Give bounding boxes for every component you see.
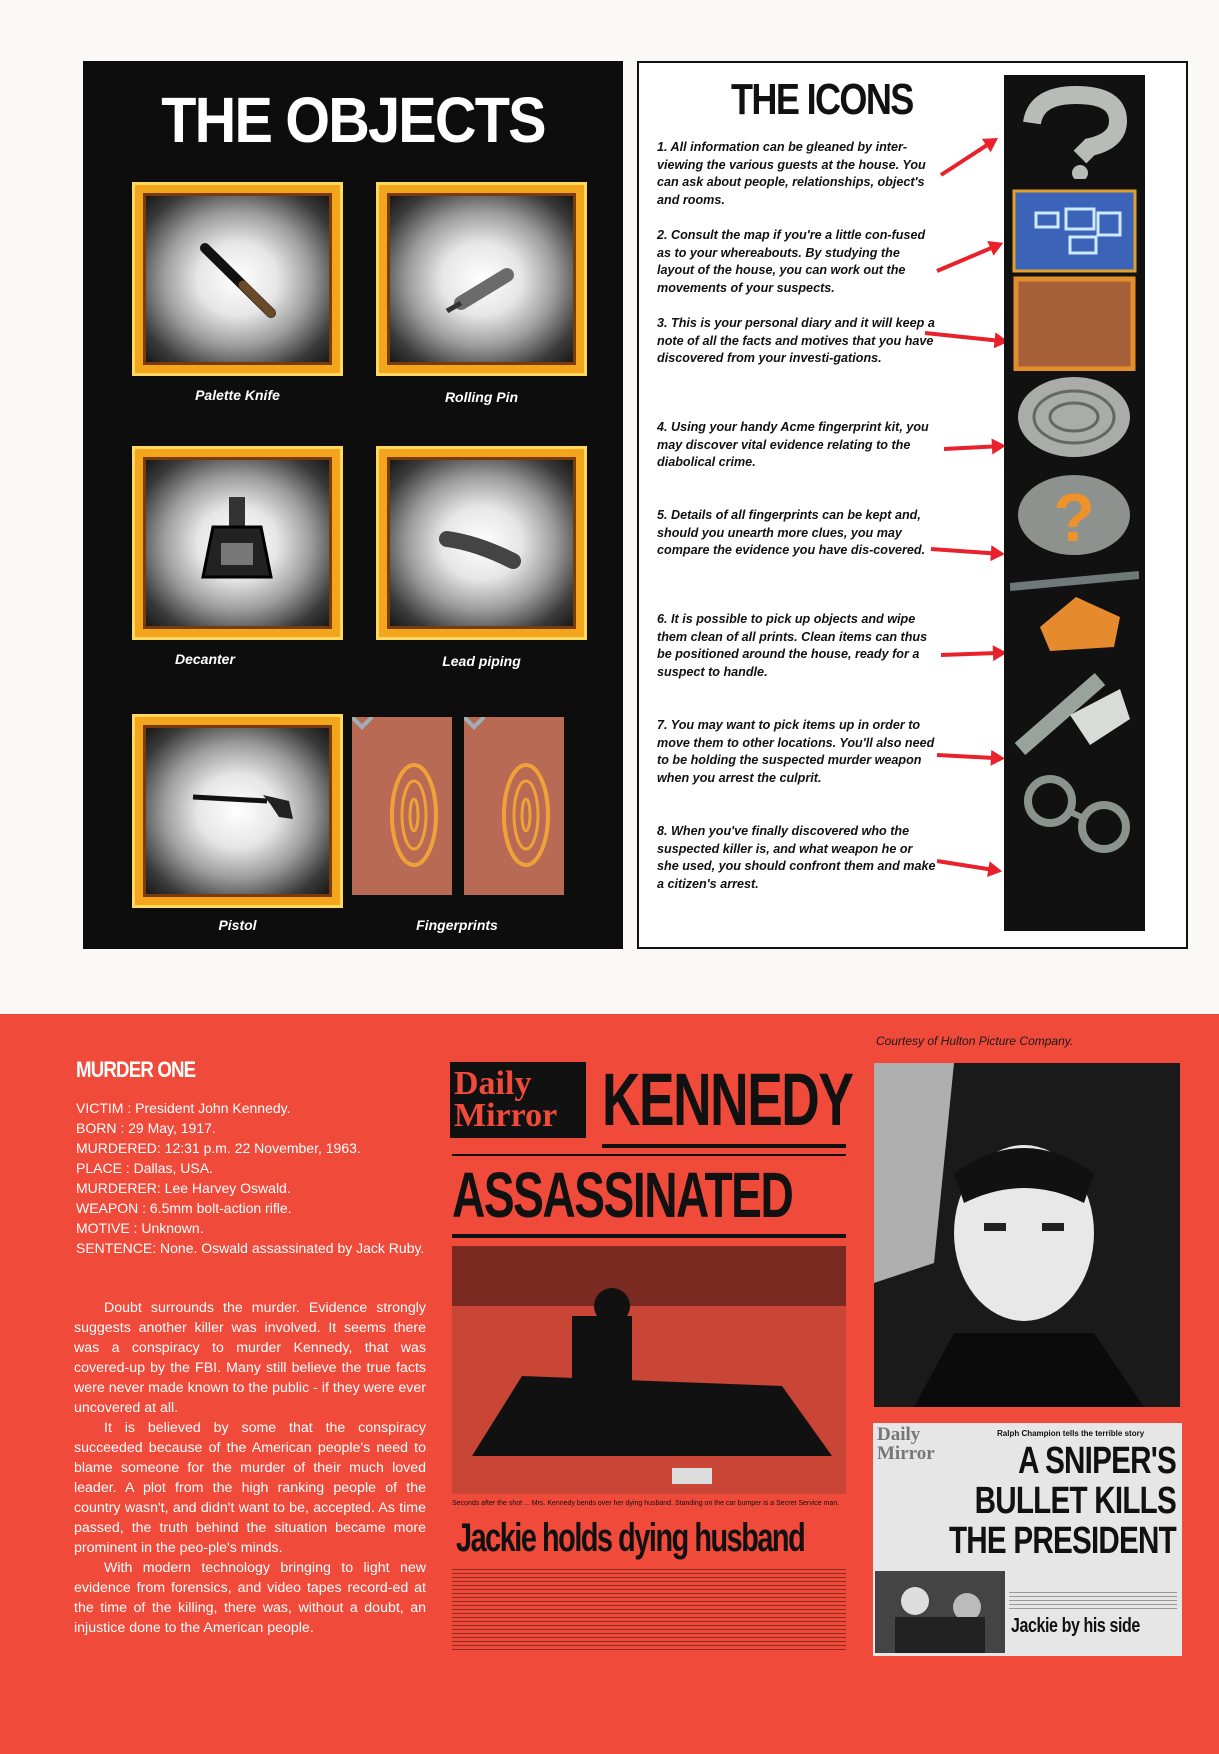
paragraph: It is believed by some that the conspiracy succeeded because of the American people's need to blame someone for the murder of their much loved leader. A plot from the high ranking people of the country wasn't, and didn't want to be, accepted. As time passed, the truth behind the situation became more prominent in the peo-ple's minds. [74,1420,426,1556]
decanter-icon [143,457,332,629]
arrow-1 [940,140,994,177]
fact-sentence: SENTENCE: None. Oswald assassinated by Jack Ruby. [76,1240,425,1256]
arrest-photo [875,1571,1005,1653]
palette-knife-image [135,185,340,373]
lead-piping-image [379,449,584,637]
grab-hand-icon [1010,659,1139,755]
diary-icon [1010,275,1139,371]
arrow-5 [931,547,999,556]
label-pistol: Pistol [218,917,257,933]
map-icon [1010,183,1139,279]
rolling-pin-icon [387,193,576,365]
fingerprint-card-left [352,717,452,895]
article-body [74,1298,426,1638]
objects-title: THE OBJECTS [161,84,545,156]
fingerprint-card-right [464,717,564,895]
decanter-image [135,449,340,637]
handcuffs-icon [1010,763,1139,859]
oswald-photo [874,1063,1180,1407]
objects-panel [83,61,623,949]
rolling-pin-image [379,185,584,373]
byline: Ralph Champion tells the terrible story [997,1429,1145,1438]
icon-desc-6: 6. It is possible to pick up objects and wipe them clean of all prints. Clean items can thus be positioned around the house, ready for a suspect to handle. [657,612,928,679]
icons-title: THE ICONS [731,75,913,124]
icon-strip [1004,75,1145,931]
paragraph: Doubt surrounds the murder. Evidence strongly suggests another killer was involved. It seems there was a conspiracy to murder Kennedy, that was covered-up by the FBI. Many still believe the true facts were never made known to the public - if they were ever uncovered at all. [74,1300,426,1416]
arrow-2 [936,243,998,272]
headline-assassinated: ASSASSINATED [452,1159,793,1231]
motorcade-photo [452,1246,846,1494]
label-lead-piping: Lead piping [442,653,521,669]
label-fingerprints: Fingerprints [416,917,498,933]
arrow-7 [937,753,999,760]
icon-desc-1: 1. All information can be gleaned by inter-viewing the various guests at the house. You can ask about people, relationships, object's and rooms. [657,140,926,207]
sniper-bullet-front-page [873,1423,1182,1656]
fact-murderer: MURDERER: Lee Harvey Oswald. [76,1180,291,1196]
subhead-jackie: Jackie holds dying husband [456,1516,805,1560]
rule [602,1144,846,1148]
wipe-hand-icon [1010,567,1139,663]
subhead-jackie-side: Jackie by his side [1011,1615,1140,1637]
fact-motive: MOTIVE : Unknown. [76,1220,204,1236]
fact-murdered: MURDERED: 12:31 p.m. 22 November, 1963. [76,1140,361,1156]
fact-place: PLACE : Dallas, USA. [76,1160,213,1176]
daily-mirror-front-page [448,1058,853,1658]
paragraph: With modern technology bringing to light new evidence from forensics, and video tapes record-ed at the time of the killing, there was, without a doubt, an injustice done to the American people. [74,1560,426,1636]
headline-kennedy: KENNEDY [602,1058,853,1141]
pistol-icon [143,725,332,897]
fact-weapon: WEAPON : 6.5mm bolt-action rifle. [76,1200,292,1216]
lead-piping-icon [387,457,576,629]
arrow-6 [941,651,1001,657]
daily-mirror-logo-2: Daily Mirror [877,1424,935,1464]
fingerprint-kit-icon [1010,369,1139,465]
icon-desc-7: 7. You may want to pick items up in order to move them to other locations. You'll also need to be holding the suspected murder weapon when you arrest the culprit. [657,718,935,785]
fact-born: BORN : 29 May, 1917. [76,1120,216,1136]
svg-text:?: ? [1053,480,1095,556]
rule [452,1234,846,1238]
daily-mirror-logo: Daily Mirror [450,1062,586,1138]
icon-desc-4: 4. Using your handy Acme fingerprint kit, you may discover vital evidence relating to the diabolical crime. [657,420,929,469]
fingerprint-question-icon [1010,467,1139,563]
question-icon [1010,83,1139,179]
icon-desc-2: 2. Consult the map if you're a little con-fused as to your whereabouts. By studying the layout of the house, you can work out the movements of your suspects. [657,228,926,295]
icon-desc-8: 8. When you've finally discovered who the suspected killer is, and what weapon he or she used, you should confront them and make a citizen's arrest. [657,824,936,891]
fingerprint-icon [352,717,452,895]
article-columns [452,1566,846,1650]
label-palette-knife: Palette Knife [195,387,280,403]
icons-panel [637,61,1188,949]
article-text [1009,1589,1177,1609]
palette-knife-icon [143,193,332,365]
photo-credit: Courtesy of Hulton Picture Company. [876,1034,1074,1048]
photo-caption: Seconds after the shot ... Mrs. Kennedy bends over her dying husband. Standing on the car bumper is a Secret Service man. [452,1500,840,1507]
icon-desc-5: 5. Details of all fingerprints can be kept and, should you unearth more clues, you may compare the evidence you have dis-covered. [657,508,926,557]
pistol-image [135,717,340,905]
rule [452,1154,846,1156]
fingerprint-icon [464,717,564,895]
murder-one-title: MURDER ONE [76,1057,196,1082]
fact-victim: VICTIM : President John Kennedy. [76,1100,291,1116]
icon-desc-3: 3. This is your personal diary and it will keep a note of all the facts and motives that you have discovered from your investi-gations. [657,316,935,365]
headline-sniper: A SNIPER'S BULLET KILLS THE PRESIDENT [948,1440,1176,1562]
label-rolling-pin: Rolling Pin [444,389,519,405]
arrow-8 [937,859,997,872]
label-decanter: Decanter [175,651,235,667]
arrow-4 [944,444,1000,451]
